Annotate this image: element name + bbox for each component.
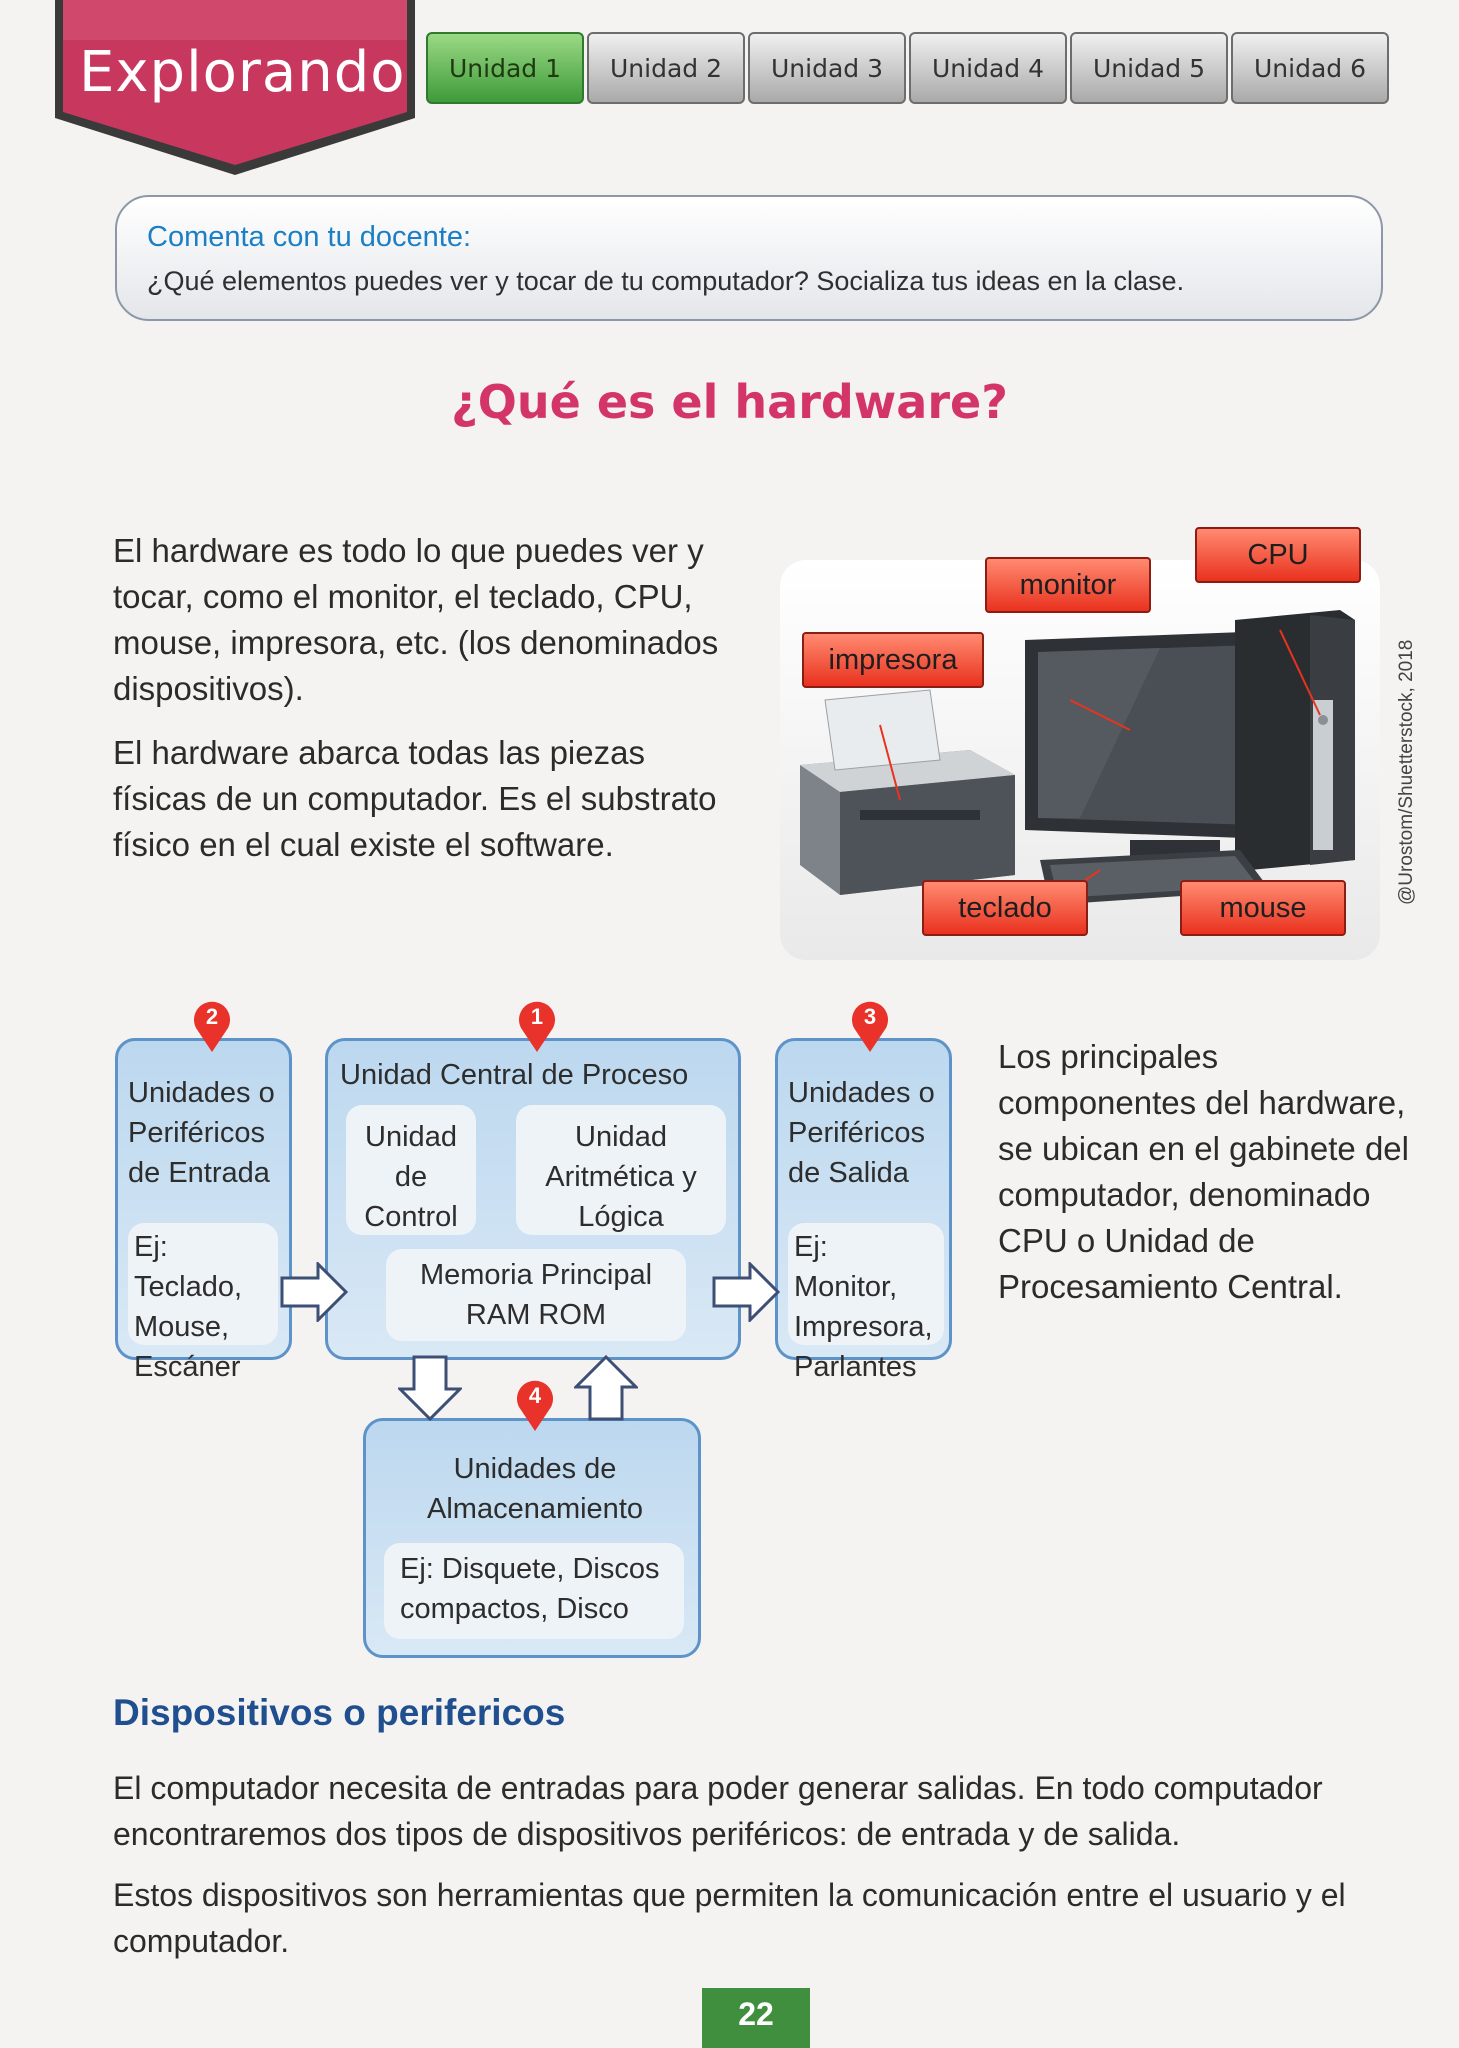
pin-number-1: 1: [530, 1004, 544, 1029]
tab-unidad-2[interactable]: Unidad 2: [587, 32, 745, 104]
arrow-up-icon: [574, 1355, 638, 1421]
impresora-label: impresora: [802, 632, 984, 688]
alu-unit: Unidad Aritmética y Lógica: [516, 1105, 726, 1235]
tab-unidad-1[interactable]: Unidad 1: [426, 32, 584, 104]
output-units-example: Ej: Monitor, Impresora, Parlantes: [788, 1223, 944, 1345]
storage-units-box: [363, 1418, 701, 1658]
intro-paragraph-2: El hardware abarca todas las piezas físicas de un computador. Es el substrato físico en el cual existe el software.: [113, 734, 717, 863]
unit-tabs: [426, 32, 1392, 104]
main-memory: Memoria Principal RAM ROM: [386, 1249, 686, 1341]
page-title: ¿Qué es el hardware?: [451, 375, 1008, 429]
arrow-right-icon: [280, 1262, 350, 1322]
monitor-label: monitor: [985, 557, 1151, 613]
cpu-box: [325, 1038, 741, 1360]
output-units-box: [775, 1038, 952, 1383]
mouse-label: mouse: [1180, 880, 1346, 936]
input-units-title: Unidades o Periféricos de Entrada: [128, 1077, 275, 1189]
input-units-example: Ej: Teclado, Mouse, Escáner: [128, 1223, 278, 1345]
discussion-text: ¿Qué elementos puedes ver y tocar de tu computador? Socializa tus ideas en la clase.: [147, 266, 1185, 296]
storage-units-title: Unidades de Almacenamiento: [427, 1453, 643, 1525]
tab-unidad-3[interactable]: Unidad 3: [748, 32, 906, 104]
discussion-title: Comenta con tu docente:: [147, 221, 472, 253]
dispositivos-heading: Dispositivos o perifericos: [113, 1692, 566, 1733]
arrow-down-icon: [398, 1355, 462, 1421]
pin-number-3: 3: [863, 1004, 877, 1029]
cpu-label: CPU: [1195, 527, 1361, 583]
photo-credit: @Urostom/Shuetterstock, 2018: [1396, 639, 1417, 905]
number-3-pin-icon: [850, 998, 890, 1054]
number-2-pin-icon: [192, 998, 232, 1054]
section-banner: [55, 0, 415, 180]
storage-units-example: Ej: Disquete, Discos compactos, Disco: [384, 1543, 684, 1639]
tab-unidad-4[interactable]: Unidad 4: [909, 32, 1067, 104]
discussion-box: [115, 195, 1383, 321]
control-unit: Unidad de Control: [346, 1105, 476, 1235]
intro-paragraph-1: El hardware es todo lo que puedes ver y tocar, como el monitor, el teclado, CPU, mouse, impresora, etc. (los denominados dispositivos).: [113, 532, 719, 707]
section-label: Explorando: [79, 40, 406, 105]
cpu-title: Unidad Central de Proceso: [340, 1059, 689, 1091]
number-1-pin-icon: [517, 998, 557, 1054]
number-4-pin-icon: [515, 1377, 555, 1433]
output-units-title: Unidades o Periféricos de Salida: [788, 1077, 935, 1189]
dispositivos-paragraph-1: El computador necesita de entradas para poder generar salidas. En todo computador encontraremos dos tipos de dispositivos periféricos: de entrada y de salida.: [113, 1770, 1323, 1852]
page-number: 22: [702, 1988, 810, 2048]
tab-unidad-6[interactable]: Unidad 6: [1231, 32, 1389, 104]
pin-number-4: 4: [528, 1383, 542, 1408]
hardware-components-text: Los principales componentes del hardware, se ubican en el gabinete del computador, denominado CPU o Unidad de Procesamiento Central.: [998, 1038, 1409, 1305]
input-units-box: [115, 1038, 292, 1383]
tab-unidad-5[interactable]: Unidad 5: [1070, 32, 1228, 104]
teclado-label: teclado: [922, 880, 1088, 936]
arrow-right-icon: [712, 1262, 782, 1322]
dispositivos-paragraph-2: Estos dispositivos son herramientas que permiten la comunicación entre el usuario y el computador.: [113, 1877, 1346, 1959]
pin-number-2: 2: [205, 1004, 219, 1029]
